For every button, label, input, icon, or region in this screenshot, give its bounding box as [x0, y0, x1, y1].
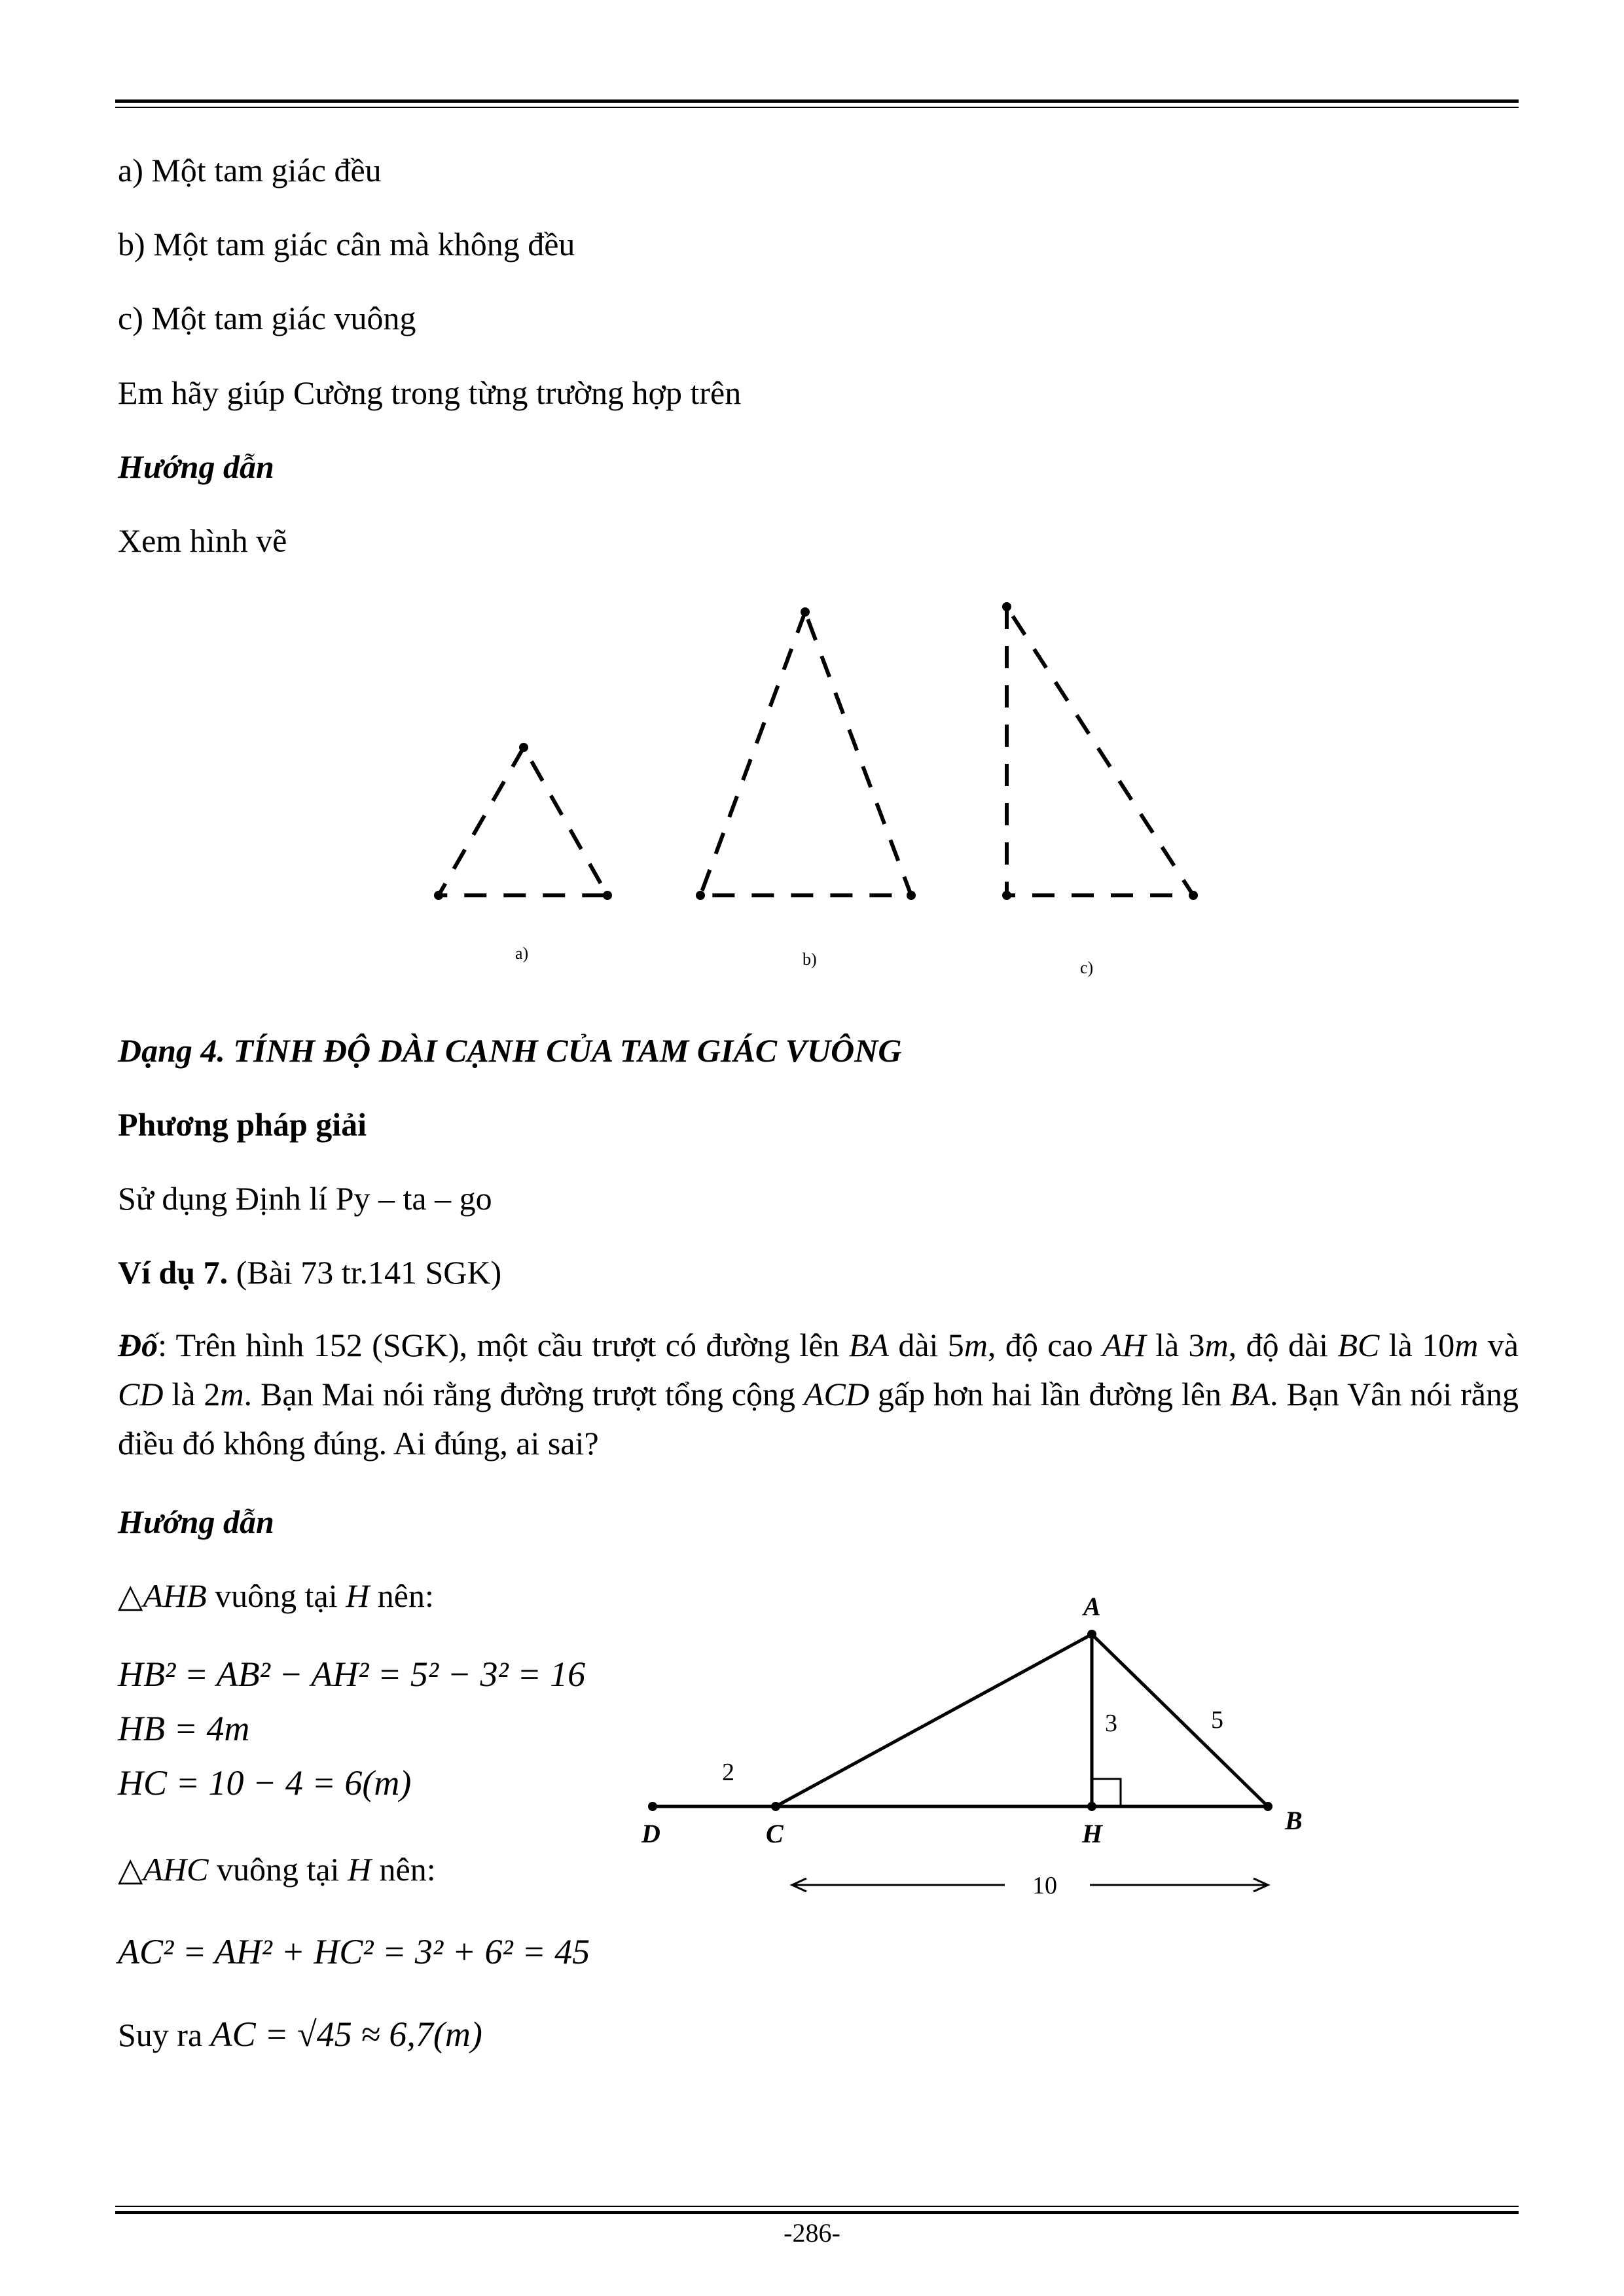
item-b: b) Một tam giác cân mà không đều: [118, 226, 575, 262]
triangle-label-a: a): [515, 944, 529, 963]
triangles-figure: [0, 0, 1624, 1021]
triangle-label-b: b): [803, 950, 817, 969]
right-angle-mark: [1092, 1779, 1121, 1806]
problem-lead: Đố: [118, 1327, 158, 1363]
length-cd: 2: [722, 1759, 734, 1786]
label-D: D: [641, 1819, 660, 1848]
conclusion-line: Suy ra AC = √45 ≈ 6,7(m): [118, 2015, 482, 2054]
segment-ab: [1092, 1634, 1268, 1806]
item-c: c) Một tam giác vuông: [118, 300, 416, 336]
problem-statement: Đố: Trên hình 152 (SGK), một cầu trượt có đường lên BA dài 5m, độ cao AH là 3m, độ dài BC là 10m và CD là 2m. Bạn Mai nói rằng đường trượt tổng cộng ACD gấp hơn hai lần đường lên BA. Bạn Vân nói rằng điều đó không đúng. Ai đúng, ai sai?: [118, 1327, 1519, 1462]
equation-hc: HC = 10 − 4 = 6(m): [118, 1763, 412, 1803]
length-ab: 5: [1211, 1706, 1223, 1734]
footer-rule-thin: [115, 2206, 1519, 2207]
equation-hb: HB = 4m: [118, 1709, 250, 1748]
section-title: Dạng 4. TÍNH ĐỘ DÀI CẠNH CỦA TAM GIÁC VUÔNG: [118, 1032, 902, 1069]
example-heading: [118, 1253, 501, 1292]
slide-diagram: [0, 1558, 1624, 1924]
page-number: -286-: [784, 2218, 840, 2248]
label-H: H: [1082, 1819, 1103, 1848]
item-a: a) Một tam giác đều: [118, 152, 382, 188]
footer-rule-thick: [115, 2211, 1519, 2214]
guide-heading-2: Hướng dẫn: [118, 1503, 274, 1540]
isosceles-triangle: [700, 612, 911, 895]
length-cb: 10: [1032, 1872, 1057, 1899]
equation-hb-squared: HB² = AB² − AH² = 5² − 3² = 16: [118, 1655, 586, 1694]
see-figure-text: Xem hình vẽ: [118, 522, 287, 559]
task-text: Em hãy giúp Cường trong từng trường hợp trên: [118, 374, 742, 411]
length-ah: 3: [1105, 1710, 1117, 1737]
example-label: Ví dụ 7.: [118, 1254, 228, 1291]
solution-line-1: △AHB vuông tại H nên:: [118, 1577, 434, 1614]
label-B: B: [1285, 1806, 1303, 1835]
solution-line-2: △AHC vuông tại H nên:: [118, 1851, 436, 1888]
method-heading: Phương pháp giải: [118, 1106, 367, 1143]
example-ref: (Bài 73 tr.141 SGK): [236, 1254, 502, 1291]
right-triangle: [1007, 607, 1193, 895]
guide-heading-1: Hướng dẫn: [118, 448, 274, 485]
label-C: C: [766, 1819, 784, 1848]
label-A: A: [1083, 1592, 1101, 1621]
conclusion-math: AC = √45 ≈ 6,7(m): [210, 2015, 482, 2054]
segment-ac: [776, 1634, 1092, 1806]
equilateral-triangle: [439, 747, 607, 895]
equation-ac-squared: AC² = AH² + HC² = 3² + 6² = 45: [118, 1932, 590, 1971]
triangle-label-c: c): [1080, 958, 1094, 977]
method-text: Sử dụng Định lí Py – ta – go: [118, 1180, 492, 1217]
